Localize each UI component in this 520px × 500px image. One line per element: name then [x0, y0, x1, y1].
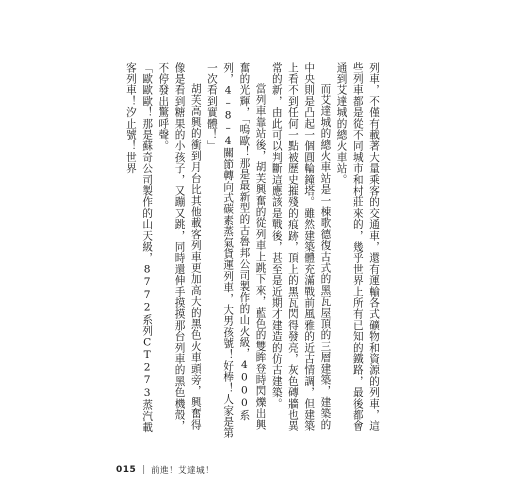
- paragraph-4: 胡芙高興的衝到月台比其他載客列車更加高大的黑色火車頭旁，興奮得像是看到糖果的小孩子，又蹦又跳，同時還伸手摸摸那台列車的黑色機殼，不停發出驚呼聲。: [157, 62, 202, 432]
- vertical-text-block: [118, 62, 382, 440]
- paragraph-3: 當列車靠站後，胡芙興奮的從列車上跳下來，藍色的雙眸登時閃爍出興奮的光輝，「嗚歐！那是最新型的古魯邦公司製作的山火級，4000系列，4–8–4關節轉向式碳素蒸氣貨運列車，大男孩號！好棒！人家是第一次看到實體！」: [205, 62, 267, 439]
- footer-separator: |: [142, 465, 146, 475]
- page-footer: [116, 463, 214, 477]
- paragraph-5: 「歐歐歐！那是蘇奇公司製作的山天級，8772系列CT273蒸汽載客列車！汐止號！世界: [124, 62, 154, 433]
- paragraph-1: 列車，不僅有載著大量乘客的交通車，還有運輸各式礦物和資源的列車，這些列車都是從不同城市和村莊來的，幾乎世界上所有已知的鐵路，最後都會通到艾達城的總火車站。: [335, 62, 380, 432]
- paragraph-2: 而艾達城的總火車站是一棟歌德復古式的黑瓦屋頂的三層建築，建築的中央則是凸起一個圓輪鐘塔。雖然建築體充滿戰前風雅的近古情調，但建築上看不到任何一點被歷史摧殘的痕跡，頂上的黑瓦閃得發亮，灰色磚牆也異常的新，由此可以判斷這應該是戰後，甚至是近期才建造的仿古建築。: [270, 62, 332, 432]
- chapter-title: 前進！艾達城！: [151, 466, 215, 476]
- page-number: 015: [116, 465, 137, 475]
